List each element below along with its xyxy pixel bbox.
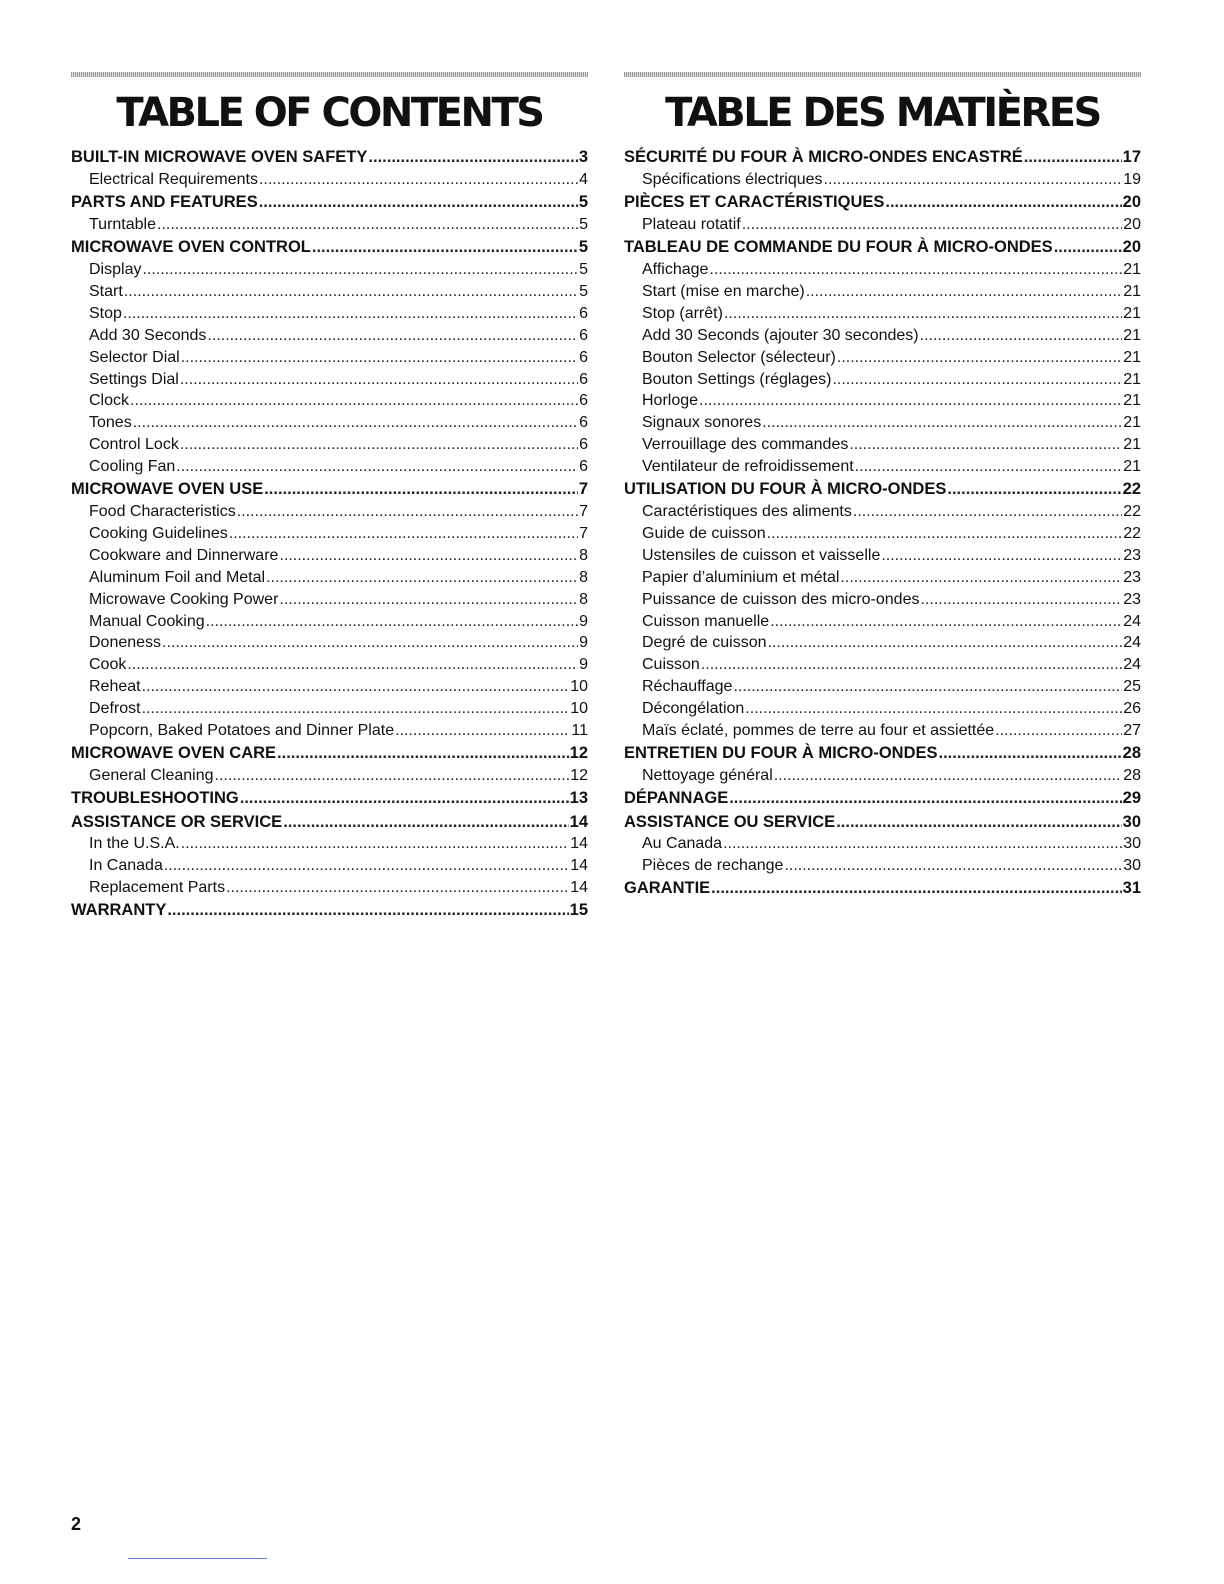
dot-leader [142,259,578,281]
toc-entry-page-number: 6 [579,326,588,344]
toc-entry-page-number: 24 [1123,634,1141,652]
dot-leader [368,147,577,169]
toc-entry-page-number: 17 [1122,148,1141,166]
toc-entry-page-number: 8 [579,590,588,608]
dot-leader [167,900,568,922]
toc-entry-label: Add 30 Seconds (ajouter 30 secondes) [642,326,919,344]
dot-leader [226,877,569,899]
toc-subsection-entry[interactable] [71,214,588,236]
french-toc-title: TABLE DES MATIÈRES [665,90,1100,136]
toc-entry-page-number: 5 [579,261,588,279]
toc-entry-label: Stop (arrêt) [642,304,723,322]
toc-subsection-entry[interactable] [71,325,588,347]
dot-leader [840,567,1122,589]
dot-leader [180,434,578,456]
dot-leader [181,833,569,855]
dot-leader [729,788,1121,810]
toc-entry-label: Cooking Guidelines [89,525,228,543]
toc-section-entry[interactable] [624,192,1141,214]
dot-leader [240,788,569,810]
toc-entry-label: Stop [89,304,122,322]
toc-entry-label: Au Canada [642,835,723,853]
toc-entry-page-number: 22 [1122,480,1141,499]
toc-entry-label: Manual Cooking [89,612,205,630]
toc-entry-label: Clock [89,392,130,410]
dot-leader [277,743,569,765]
toc-subsection-entry[interactable] [624,523,1141,545]
dot-leader [1054,237,1122,259]
toc-subsection-entry[interactable] [71,698,588,720]
toc-entry-page-number: 22 [1123,503,1141,521]
english-toc-column [71,72,588,922]
toc-entry-label: MICROWAVE OVEN CONTROL [71,238,311,257]
toc-section-entry[interactable] [624,147,1141,169]
toc-subsection-entry[interactable] [71,654,588,676]
dot-leader [176,456,578,478]
toc-subsection-entry[interactable] [624,456,1141,478]
toc-section-entry[interactable] [71,743,588,765]
dot-leader [855,456,1123,478]
dot-leader [207,325,578,347]
toc-subsection-entry[interactable] [624,259,1141,281]
toc-entry-page-number: 7 [579,525,588,543]
toc-entry-label: ENTRETIEN DU FOUR À MICRO-ONDES [624,744,938,763]
toc-subsection-entry[interactable] [71,589,588,611]
toc-section-entry[interactable] [71,900,588,922]
toc-entry-page-number: 15 [569,901,588,920]
dot-leader [162,632,578,654]
toc-entry-label: Turntable [89,215,156,233]
header-rule [624,72,1141,77]
toc-subsection-entry[interactable] [624,347,1141,369]
dot-leader [939,743,1122,765]
toc-entry-page-number: 6 [579,304,588,322]
toc-subsection-entry[interactable] [71,369,588,391]
toc-entry-label: Bouton Selector (sélecteur) [642,348,836,366]
toc-entry-page-number: 6 [579,414,588,432]
toc-entry-label: Caractéristiques des aliments [642,503,852,521]
toc-entry-label: Cook [89,656,127,674]
toc-entry-label: ASSISTANCE OU SERVICE [624,812,836,831]
toc-entry-label: Bouton Settings (réglages) [642,370,832,388]
toc-entry-page-number: 8 [579,546,588,564]
toc-entry-label: Reheat [89,678,141,696]
toc-entry-label: Décongélation [642,700,745,718]
toc-entry-label: ASSISTANCE OR SERVICE [71,812,283,831]
toc-subsection-entry[interactable] [624,833,1141,855]
toc-entry-page-number: 21 [1123,261,1141,279]
toc-subsection-entry[interactable] [624,501,1141,523]
toc-entry-page-number: 9 [579,656,588,674]
toc-entry-label: MICROWAVE OVEN USE [71,480,264,499]
toc-entry-label: Pièces de rechange [642,857,784,875]
toc-entry-page-number: 28 [1122,744,1141,763]
dot-leader [853,501,1122,523]
header-rule [71,72,588,77]
toc-entry-label: Guide de cuisson [642,525,766,543]
dot-leader [824,169,1123,191]
dot-leader [259,169,578,191]
toc-entry-label: GARANTIE [624,879,711,898]
toc-entry-label: Control Lock [89,436,179,454]
toc-entry-label: Settings Dial [89,370,179,388]
toc-subsection-entry[interactable] [71,501,588,523]
dot-leader [130,390,578,412]
toc-entry-page-number: 5 [579,215,588,233]
french-toc-list [624,147,1141,900]
toc-entry-page-number: 12 [569,744,588,763]
toc-entry-page-number: 6 [579,392,588,410]
toc-entry-label: Start (mise en marche) [642,282,805,300]
toc-entry-label: In the U.S.A. [89,835,180,853]
dot-leader [947,479,1121,501]
dot-leader [745,698,1122,720]
toc-entry-label: Display [89,261,142,279]
toc-entry-label: Maïs éclaté, pommes de terre au four et assiettée [642,722,995,740]
toc-entry-label: BUILT-IN MICROWAVE OVEN SAFETY [71,148,368,166]
toc-section-entry[interactable] [624,743,1141,765]
toc-entry-page-number: 11 [571,722,588,740]
toc-entry-page-number: 21 [1123,348,1141,366]
dot-leader [849,434,1122,456]
toc-subsection-entry[interactable] [624,589,1141,611]
dot-leader [784,855,1122,877]
toc-subsection-entry[interactable] [71,765,588,787]
toc-entry-page-number: 5 [578,238,588,257]
dot-leader [806,281,1122,303]
toc-subsection-entry[interactable] [71,545,588,567]
toc-entry-page-number: 29 [1122,789,1141,808]
dot-leader [312,237,578,259]
toc-subsection-entry[interactable] [71,855,588,877]
toc-entry-page-number: 6 [579,370,588,388]
toc-entry-page-number: 5 [578,193,588,212]
toc-entry-label: MICROWAVE OVEN CARE [71,744,277,763]
toc-section-entry[interactable] [71,237,588,259]
toc-section-entry[interactable] [71,479,588,501]
dot-leader [837,347,1122,369]
toc-subsection-entry[interactable] [624,654,1141,676]
toc-subsection-entry[interactable] [624,765,1141,787]
toc-subsection-entry[interactable] [71,169,588,191]
toc-entry-label: Nettoyage général [642,767,773,785]
dot-leader [259,192,578,214]
toc-entry-label: SÉCURITÉ DU FOUR À MICRO-ONDES ENCASTRÉ [624,148,1023,166]
dot-leader [279,589,578,611]
toc-entry-label: Ustensiles de cuisson et vaisselle [642,546,881,564]
dot-leader [279,545,578,567]
toc-subsection-entry[interactable] [71,877,588,899]
toc-entry-page-number: 23 [1123,568,1141,586]
dot-leader [164,855,569,877]
toc-subsection-entry[interactable] [71,412,588,434]
toc-entry-label: Electrical Requirements [89,170,258,188]
toc-subsection-entry[interactable] [71,347,588,369]
toc-subsection-entry[interactable] [624,698,1141,720]
toc-entry-page-number: 21 [1123,326,1141,344]
dot-leader [237,501,578,523]
toc-entry-page-number: 30 [1123,857,1141,875]
toc-section-entry[interactable] [624,237,1141,259]
toc-entry-label: Food Characteristics [89,503,236,521]
toc-subsection-entry[interactable] [624,632,1141,654]
toc-subsection-entry[interactable] [71,676,588,698]
toc-entry-page-number: 21 [1123,370,1141,388]
toc-entry-label: PARTS AND FEATURES [71,193,258,212]
toc-entry-page-number: 21 [1123,458,1141,476]
toc-entry-label: Selector Dial [89,348,180,366]
toc-subsection-entry[interactable] [71,720,588,742]
toc-entry-page-number: 6 [579,436,588,454]
toc-section-entry[interactable] [624,878,1141,900]
dot-leader [832,369,1122,391]
toc-entry-page-number: 14 [570,835,588,853]
dot-leader [770,611,1122,633]
toc-entry-label: Doneness [89,634,162,652]
toc-entry-label: Horloge [642,392,699,410]
toc-entry-label: General Cleaning [89,767,214,785]
dot-leader [881,545,1122,567]
toc-subsection-entry[interactable] [71,456,588,478]
toc-entry-label: Verrouillage des commandes [642,436,849,454]
dot-leader [885,192,1121,214]
toc-entry-page-number: 24 [1123,612,1141,630]
toc-subsection-entry[interactable] [624,281,1141,303]
dot-leader [395,720,570,742]
dot-leader [206,611,578,633]
dot-leader [157,214,578,236]
toc-entry-page-number: 9 [579,634,588,652]
dot-leader [133,412,578,434]
toc-entry-page-number: 27 [1123,722,1141,740]
dot-leader [283,812,568,834]
toc-entry-page-number: 28 [1123,767,1141,785]
toc-entry-page-number: 24 [1123,656,1141,674]
toc-entry-label: Replacement Parts [89,879,226,897]
toc-subsection-entry[interactable] [624,369,1141,391]
toc-entry-label: TROUBLESHOOTING [71,789,239,808]
toc-entry-page-number: 21 [1123,392,1141,410]
toc-entry-page-number: 10 [570,700,588,718]
toc-entry-label: Réchauffage [642,678,733,696]
toc-entry-page-number: 9 [579,612,588,630]
toc-subsection-entry[interactable] [71,259,588,281]
dot-leader [836,812,1121,834]
toc-entry-label: In Canada [89,857,163,875]
toc-entry-label: Add 30 Seconds [89,326,207,344]
toc-entry-page-number: 20 [1122,193,1141,212]
dot-leader [733,676,1122,698]
dot-leader [701,654,1122,676]
toc-entry-page-number: 25 [1123,678,1141,696]
toc-subsection-entry[interactable] [624,434,1141,456]
toc-entry-page-number: 6 [579,458,588,476]
toc-subsection-entry[interactable] [71,567,588,589]
toc-entry-page-number: 8 [579,568,588,586]
toc-entry-page-number: 30 [1123,835,1141,853]
dot-leader [995,720,1122,742]
toc-entry-label: Plateau rotatif [642,215,741,233]
toc-entry-label: Degré de cuisson [642,634,767,652]
toc-subsection-entry[interactable] [624,325,1141,347]
toc-entry-page-number: 21 [1123,414,1141,432]
toc-subsection-entry[interactable] [624,611,1141,633]
toc-subsection-entry[interactable] [624,545,1141,567]
dot-leader [124,281,578,303]
toc-entry-page-number: 22 [1123,525,1141,543]
toc-subsection-entry[interactable] [71,390,588,412]
toc-subsection-entry[interactable] [71,434,588,456]
toc-subsection-entry[interactable] [71,303,588,325]
toc-entry-label: Start [89,282,123,300]
toc-entry-page-number: 13 [569,789,588,808]
dot-leader [724,303,1122,325]
dot-leader [181,347,578,369]
toc-subsection-entry[interactable] [71,611,588,633]
toc-entry-label: Affichage [642,261,709,279]
toc-section-entry[interactable] [624,479,1141,501]
toc-entry-label: WARRANTY [71,901,167,920]
dot-leader [767,523,1123,545]
toc-subsection-entry[interactable] [624,567,1141,589]
toc-entry-label: Aluminum Foil and Metal [89,568,266,586]
toc-subsection-entry[interactable] [624,720,1141,742]
dot-leader [142,676,570,698]
toc-entry-page-number: 14 [570,879,588,897]
dot-leader [264,479,578,501]
toc-subsection-entry[interactable] [624,303,1141,325]
toc-subsection-entry[interactable] [624,855,1141,877]
toc-subsection-entry[interactable] [624,214,1141,236]
toc-entry-page-number: 21 [1123,304,1141,322]
toc-subsection-entry[interactable] [624,169,1141,191]
toc-entry-page-number: 20 [1122,238,1141,257]
toc-entry-label: Cuisson manuelle [642,612,770,630]
toc-entry-page-number: 7 [578,480,588,499]
toc-subsection-entry[interactable] [71,281,588,303]
dot-leader [768,632,1123,654]
toc-entry-label: Cuisson [642,656,700,674]
dot-leader [266,567,578,589]
dot-leader [709,259,1122,281]
dot-leader [699,390,1122,412]
toc-entry-page-number: 30 [1122,812,1141,831]
toc-entry-page-number: 5 [579,282,588,300]
toc-entry-label: DÉPANNAGE [624,789,729,808]
dot-leader [742,214,1122,236]
toc-entry-page-number: 14 [570,857,588,875]
dot-leader [180,369,578,391]
toc-entry-page-number: 12 [570,767,588,785]
dot-leader [762,412,1122,434]
toc-entry-page-number: 7 [579,503,588,521]
dot-leader [920,589,1122,611]
toc-subsection-entry[interactable] [624,390,1141,412]
dot-leader [127,654,578,676]
toc-entry-label: Popcorn, Baked Potatoes and Dinner Plate [89,722,395,740]
french-toc-column [624,72,1141,900]
dot-leader [215,765,570,787]
english-toc-list [71,147,588,922]
dot-leader [1024,147,1122,169]
toc-entry-label: Defrost [89,700,141,718]
toc-entry-page-number: 14 [569,812,588,831]
toc-entry-label: UTILISATION DU FOUR À MICRO-ONDES [624,480,947,499]
toc-entry-page-number: 23 [1123,590,1141,608]
dot-leader [774,765,1122,787]
toc-entry-label: Signaux sonores [642,414,762,432]
toc-entry-label: Puissance de cuisson des micro-ondes [642,590,920,608]
toc-subsection-entry[interactable] [71,632,588,654]
dot-leader [920,325,1123,347]
toc-entry-label: Tones [89,414,132,432]
toc-section-entry[interactable] [71,788,588,810]
toc-subsection-entry[interactable] [624,412,1141,434]
toc-entry-page-number: 19 [1123,170,1141,188]
dot-leader [229,523,578,545]
toc-entry-label: PIÈCES ET CARACTÉRISTIQUES [624,193,885,212]
toc-entry-page-number: 26 [1123,700,1141,718]
toc-entry-label: Papier d’aluminium et métal [642,568,840,586]
toc-entry-label: Ventilateur de refroidissement [642,458,854,476]
toc-entry-label: Cooling Fan [89,458,176,476]
toc-section-entry[interactable] [71,192,588,214]
bottom-link-underline [128,1558,267,1559]
page-number: 2 [71,1514,82,1534]
toc-entry-page-number: 31 [1122,879,1141,898]
toc-entry-page-number: 21 [1123,436,1141,454]
toc-subsection-entry[interactable] [71,523,588,545]
toc-section-entry[interactable] [624,788,1141,810]
toc-entry-page-number: 10 [570,678,588,696]
toc-section-entry[interactable] [71,812,588,834]
toc-subsection-entry[interactable] [71,833,588,855]
dot-leader [142,698,570,720]
english-toc-title: TABLE OF CONTENTS [116,90,543,136]
dot-leader [711,878,1121,900]
toc-subsection-entry[interactable] [624,676,1141,698]
dot-leader [123,303,578,325]
toc-entry-page-number: 21 [1123,282,1141,300]
toc-entry-page-number: 4 [579,170,588,188]
toc-entry-label: Spécifications électriques [642,170,823,188]
toc-entry-page-number: 20 [1123,215,1141,233]
toc-entry-label: Microwave Cooking Power [89,590,279,608]
toc-entry-label: TABLEAU DE COMMANDE DU FOUR À MICRO-ONDES [624,238,1053,257]
toc-entry-label: Cookware and Dinnerware [89,546,279,564]
toc-entry-page-number: 23 [1123,546,1141,564]
toc-entry-page-number: 3 [578,148,588,166]
toc-section-entry[interactable] [71,147,588,169]
dot-leader [723,833,1122,855]
toc-entry-page-number: 6 [579,348,588,366]
toc-section-entry[interactable] [624,812,1141,834]
